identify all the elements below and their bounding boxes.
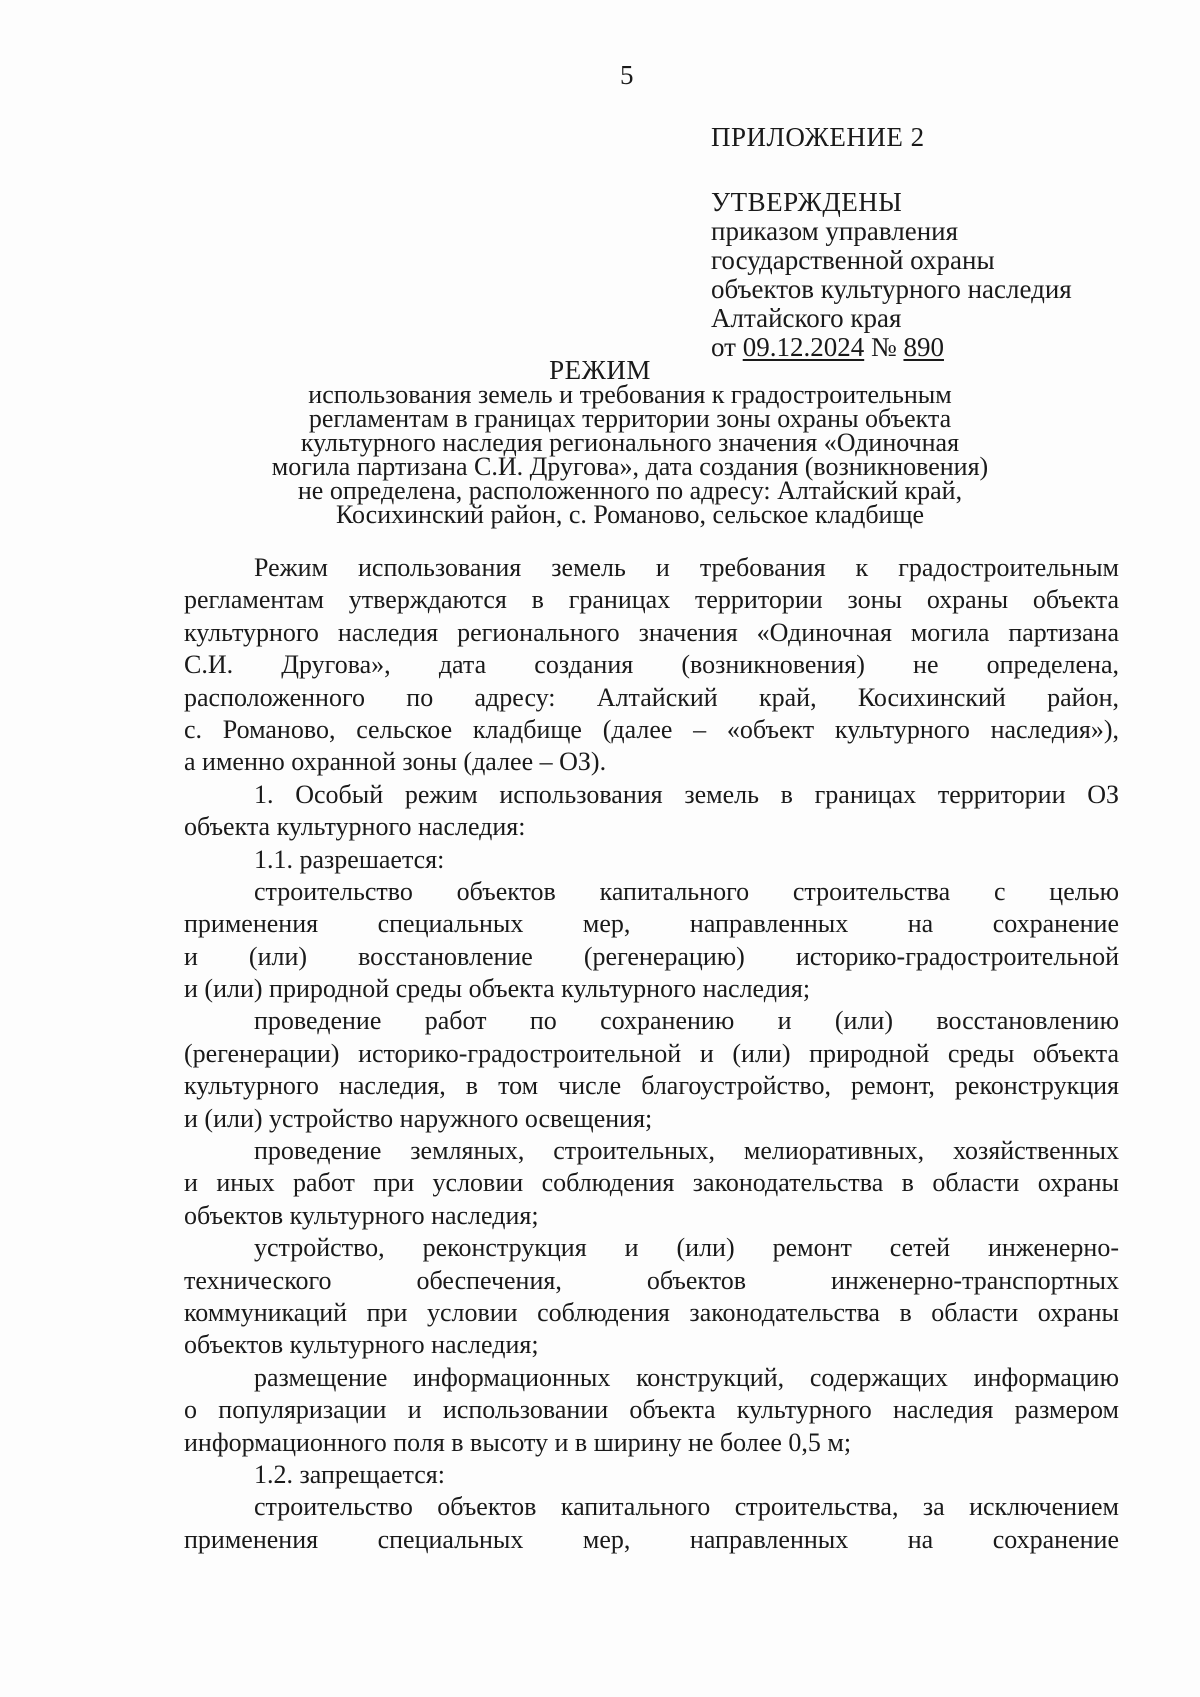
body-line: строительство объектов капитального строительства с целью bbox=[254, 876, 1119, 906]
body-line: информационного поля в высоту и в ширину не более 0,5 м; bbox=[184, 1427, 852, 1457]
approval-heading: УТВЕРЖДЕНЫ bbox=[711, 187, 903, 217]
document-title: РЕЖИМ bbox=[549, 355, 651, 385]
body-line: и (или) восстановление (регенерацию) историко-градостроительной bbox=[184, 941, 1119, 971]
body-line: а именно охранной зоны (далее – ОЗ). bbox=[184, 747, 607, 777]
body-line: 1.1. разрешается: bbox=[254, 844, 445, 874]
body-line: технического обеспечения, объектов инженерно-транспортных bbox=[184, 1265, 1119, 1295]
subtitle-line: регламентам в границах территории зоны охраны объекта bbox=[308, 404, 952, 433]
body-line: культурного наследия регионального значения «Одиночная могила партизана bbox=[184, 617, 1119, 647]
approval-block bbox=[711, 188, 1072, 362]
approval-line: государственной охраны bbox=[711, 245, 995, 275]
page-number: 5 bbox=[620, 60, 634, 90]
body-line: культурного наследия, в том числе благоустройство, ремонт, реконструкция bbox=[184, 1071, 1119, 1101]
approval-line: Алтайского края bbox=[711, 303, 902, 333]
body-line: коммуникаций при условии соблюдения законодательства в области охраны bbox=[184, 1297, 1119, 1327]
body-line: 1. Особый режим использования земель в границах территории ОЗ bbox=[254, 779, 1119, 809]
body-line: и (или) природной среды объекта культурного наследия; bbox=[184, 974, 811, 1004]
body-line: 1.2. запрещается: bbox=[254, 1459, 445, 1489]
body-line: применения специальных мер, направленных на сохранение bbox=[184, 1524, 1119, 1554]
body-line: С.И. Другова», дата создания (возникновения) не определена, bbox=[184, 650, 1119, 680]
appendix-label: ПРИЛОЖЕНИЕ 2 bbox=[711, 122, 925, 152]
subtitle-line: использования земель и требования к градостроительным bbox=[308, 380, 952, 409]
body-line: проведение работ по сохранению и (или) восстановлению bbox=[254, 1006, 1119, 1036]
subtitle-line: культурного наследия регионального значения «Одиночная bbox=[300, 428, 960, 457]
subtitle-line: Косихинский район, с. Романово, сельское кладбище bbox=[335, 500, 925, 529]
approval-line: приказом управления bbox=[711, 216, 959, 246]
number-prefix: № bbox=[870, 332, 897, 362]
date-prefix: от bbox=[711, 332, 736, 362]
body-line: проведение земляных, строительных, мелиоративных, хозяйственных bbox=[254, 1136, 1119, 1166]
subtitle-line: не определена, расположенного по адресу: Алтайский край, bbox=[297, 476, 963, 505]
document-subtitle bbox=[200, 380, 1060, 529]
approval-number: 890 bbox=[903, 332, 944, 362]
body-line: размещение информационных конструкций, содержащих информацию bbox=[254, 1362, 1119, 1392]
body-line: и иных работ при условии соблюдения законодательства в области охраны bbox=[184, 1168, 1119, 1198]
body-line: устройство, реконструкция и (или) ремонт сетей инженерно- bbox=[254, 1233, 1119, 1263]
body-line: расположенного по адресу: Алтайский край, Косихинский район, bbox=[184, 682, 1119, 712]
body-text bbox=[184, 552, 1119, 1556]
approval-date: 09.12.2024 bbox=[742, 332, 865, 362]
body-line: объектов культурного наследия; bbox=[184, 1330, 539, 1360]
approval-line: объектов культурного наследия bbox=[711, 274, 1072, 304]
body-line: (регенерации) историко-градостроительной и (или) природной среды объекта bbox=[184, 1038, 1119, 1068]
subtitle-line: могила партизана С.И. Другова», дата создания (возникновения) bbox=[271, 452, 989, 481]
body-line: строительство объектов капитального строительства, за исключением bbox=[254, 1492, 1119, 1522]
body-line: применения специальных мер, направленных на сохранение bbox=[184, 909, 1119, 939]
body-line: с. Романово, сельское кладбище (далее – «объект культурного наследия»), bbox=[184, 714, 1119, 744]
body-line: и (или) устройство наружного освещения; bbox=[184, 1103, 653, 1133]
body-line: регламентам утверждаются в границах территории зоны охраны объекта bbox=[184, 585, 1119, 615]
body-line: объекта культурного наследия: bbox=[184, 812, 526, 842]
body-line: Режим использования земель и требования к градостроительным bbox=[254, 553, 1119, 582]
body-line: объектов культурного наследия; bbox=[184, 1200, 539, 1230]
body-line: о популяризации и использовании объекта культурного наследия размером bbox=[184, 1395, 1119, 1425]
